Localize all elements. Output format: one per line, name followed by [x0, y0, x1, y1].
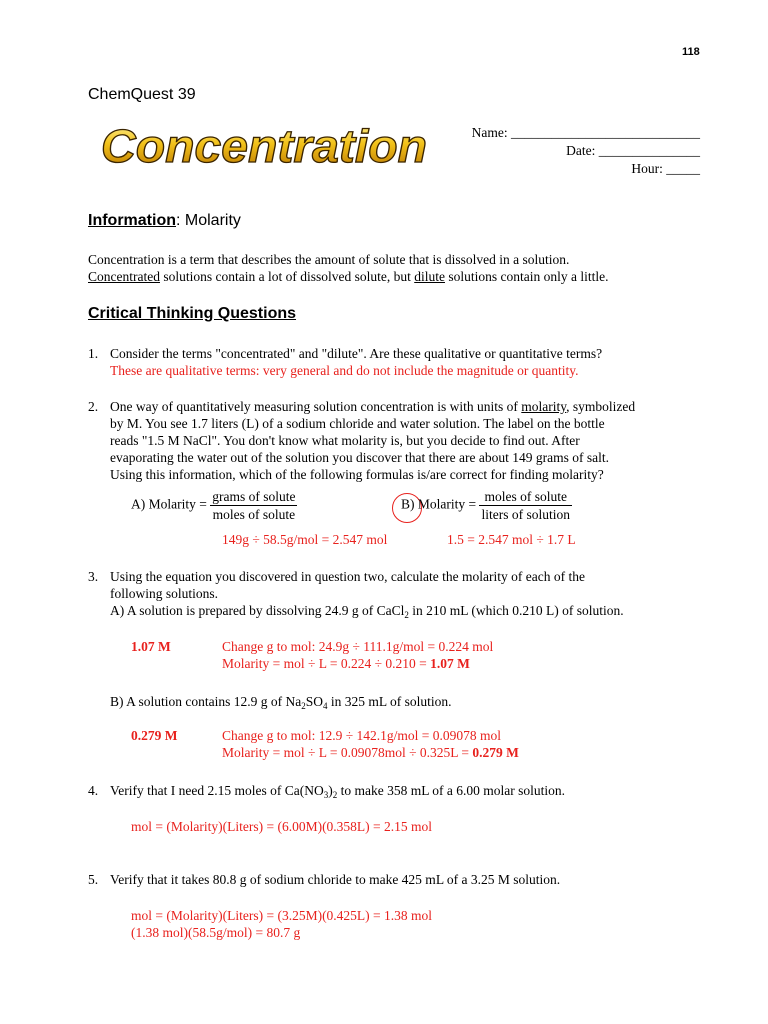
name-field: Name: ____________________________: [471, 125, 700, 140]
answer-4: mol = (Molarity)(Liters) = (6.00M)(0.358L) = 2.15 mol: [131, 819, 433, 834]
critical-thinking-heading: Critical Thinking Questions: [88, 305, 297, 322]
date-field: Date: _______________: [566, 143, 700, 158]
concentration-logo: [96, 118, 432, 176]
question-3b: B) A solution contains 12.9 g of $Na_2SO_4$ in 325 mL of solution.: [110, 694, 452, 711]
page-title: ChemQuest 39: [88, 86, 196, 103]
question-3: 3. Using the equation you discovered in question two, calculate the molarity of each of the following solutions. A) A solution is prepared by dissolving 24.9 g of CaCl$_2$ in 210 mL (which 0.210 L) of solution.: [88, 569, 624, 620]
question-2: 2. One way of quantitatively measuring solution concentration is with units of molarity, symbolized by M. You see 1.7 liters (L) of a sodium chloride and water solution. The label on the bottle reads "1.5 M NaCl". You don't know what molarity is, but you decide to find out. After evaporating the water out of the solution you discover that there are about 149 grams of salt. Using this information, which of the following formulas is/are correct for finding molarity?: [88, 399, 636, 482]
formula-a: A) Molarity = $\frac{\text{grams of solute}}{\text{moles of solute}}$: [131, 489, 296, 522]
answer-1: These are qualitative terms: very general and do not include the magnitude or quantity.: [110, 363, 579, 378]
work-3b: Change g to mol: 12.9 ÷ 142.1g/mol = 0.09078 mol Molarity = mol ÷ L = 0.09078mol ÷ 0.325L = 0.279 M: [222, 728, 519, 760]
question-5: 5. Verify that it takes 80.8 g of sodium chloride to make 425 mL of a 3.25 M solution.: [88, 872, 561, 887]
answer-2a: 149g ÷ 58.5g/mol = 2.547 mol: [222, 532, 388, 547]
result-3b: 0.279 M: [131, 728, 178, 743]
page-number: 118: [682, 46, 700, 58]
answer-2b: 1.5 = 2.547 mol ÷ 1.7 L: [447, 532, 576, 547]
hour-field: Hour: _____: [631, 161, 700, 176]
work-3a: Change g to mol: 24.9g ÷ 111.1g/mol = 0.224 mol Molarity = mol ÷ L = 0.224 ÷ 0.210 = 1.07 M: [222, 639, 494, 671]
question-1: 1. Consider the terms "concentrated" and "dilute". Are these qualitative or quantitative terms? These are qualitative terms: very general and do not include the magnitude or quantity.: [88, 345, 708, 379]
answer-5: mol = (Molarity)(Liters) = (3.25M)(0.425L) = 1.38 mol (1.38 mol)(58.5g/mol) = 80.7 g: [131, 908, 433, 940]
result-3a: 1.07 M: [131, 639, 171, 654]
question-4: 4. Verify that I need 2.15 moles of $Ca(NO_3)_2$ to make 358 mL of a 6.00 molar solution.: [88, 783, 566, 800]
formula-b: B) Molarity = $\frac{\text{moles of solute}}{\text{liters of solution}}$: [401, 489, 570, 522]
info-paragraph: Concentration is a term that describes the amount of solute that is dissolved in a solution. Concentrated solutions contain a lot of dissolved solute, but dilute solutions contain only a little.: [88, 252, 609, 284]
formula-b-fraction: $\frac{\text{moles of solute}}{\text{liters of solution}}$: [481, 489, 570, 522]
logo-text: Concentration: [101, 120, 428, 172]
info-heading: Information: Molarity: [88, 212, 241, 229]
formula-a-fraction: $\frac{\text{grams of solute}}{\text{moles of solute}}$: [212, 489, 296, 522]
